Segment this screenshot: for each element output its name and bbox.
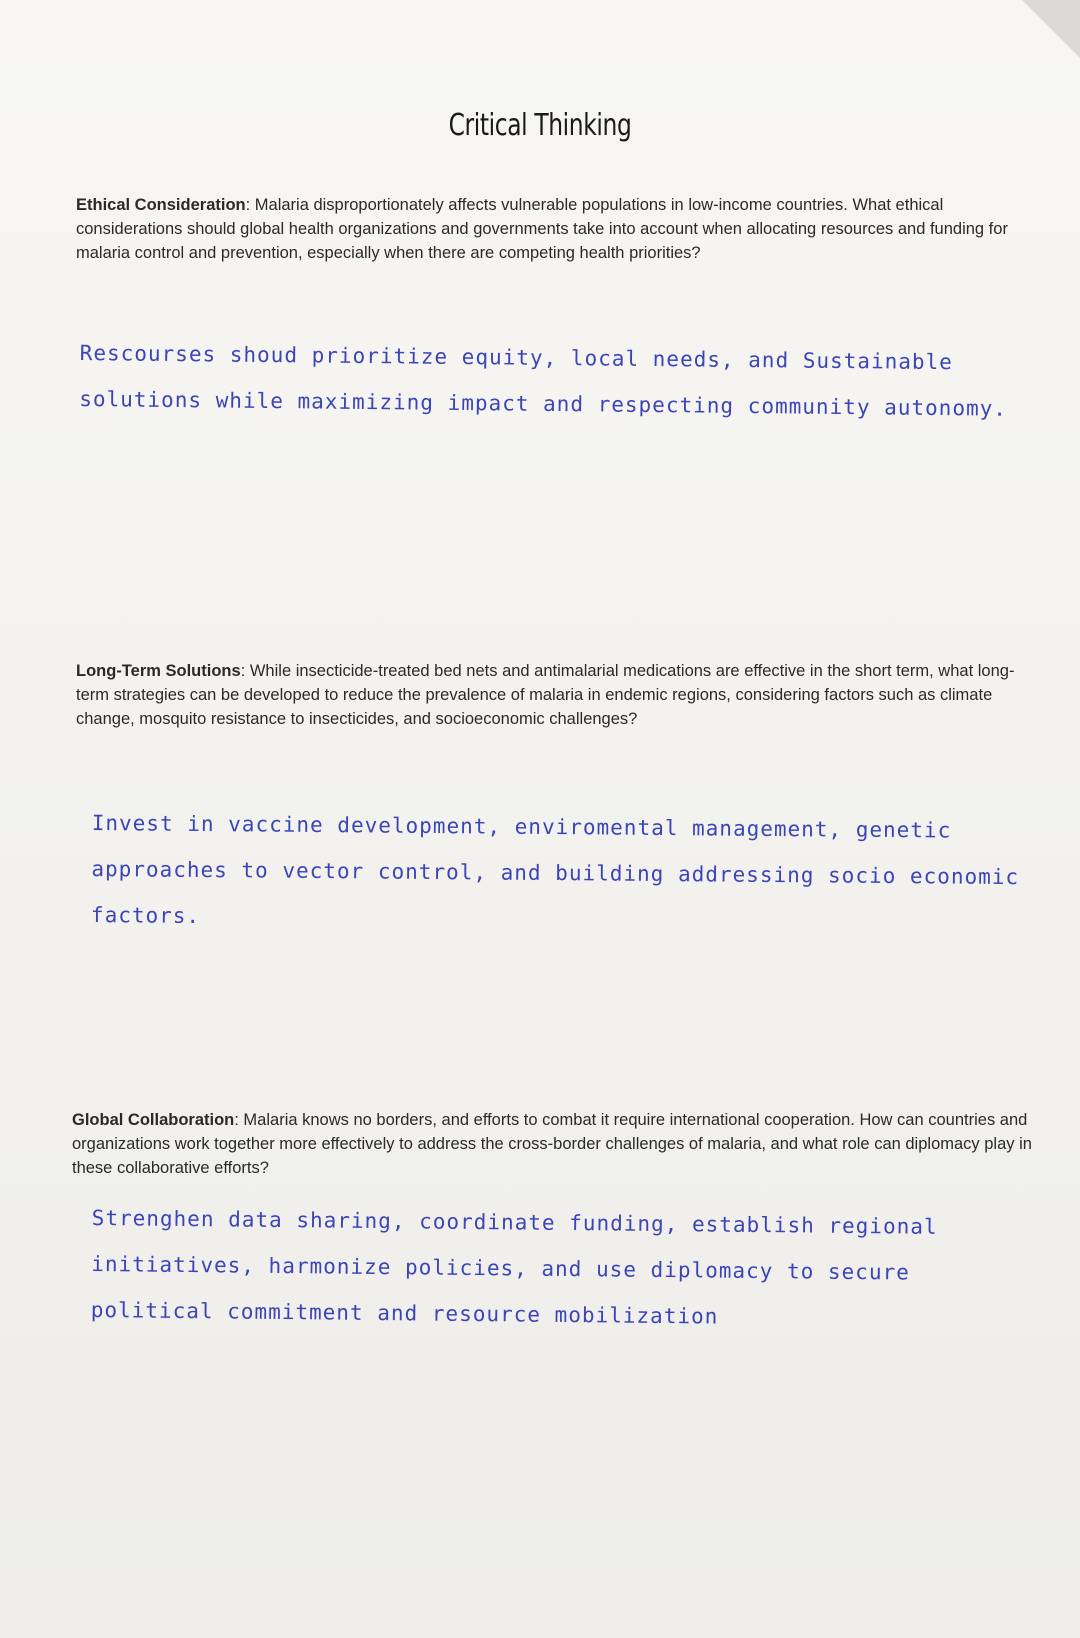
question-ethical-consideration — [76, 193, 1036, 265]
handwritten-answer: Invest in vaccine development, enviromental management, genetic approaches to vector control, and building addressing socio economic factors. — [90, 810, 1033, 928]
handwritten-answer: Strenghen data sharing, coordinate funding, establish regional initiatives, harmonize policies, and use diplomacy to secure political commitment and resource mobilization — [90, 1205, 952, 1329]
page-title: Critical Thinking — [448, 108, 632, 143]
handwritten-answer: Rescourses shoud prioritize equity, local needs, and Sustainable solutions while maximizing impact and respecting community autonomy. — [79, 340, 1008, 421]
question-long-term-solutions — [76, 659, 1036, 731]
question-heading: Ethical Consideration — [76, 196, 246, 214]
question-global-collaboration — [72, 1108, 1062, 1180]
question-text: : Malaria knows no borders, and efforts to combat it require international cooperation. How can countries and organizations work together more effectively to address the cross-border challenges of malaria, and what role can diplomacy play in these collaborative efforts? — [72, 1111, 1032, 1177]
question-heading: Global Collaboration — [72, 1111, 235, 1129]
question-heading: Long-Term Solutions — [76, 662, 241, 680]
question-text: : While insecticide-treated bed nets and antimalarial medications are effective in the short term, what long-term strategies can be developed to reduce the prevalence of malaria in endemic regions, considering factors such as climate change, mosquito resistance to insecticides, and socioeconomic challenges? — [76, 662, 1015, 728]
page-corner — [1022, 0, 1080, 58]
question-text: : Malaria disproportionately affects vulnerable populations in low-income countries. What ethical considerations should global health organizations and governments take into account when allocating resources and funding for malaria control and prevention, especially when there are competing health priorities? — [76, 196, 1008, 262]
